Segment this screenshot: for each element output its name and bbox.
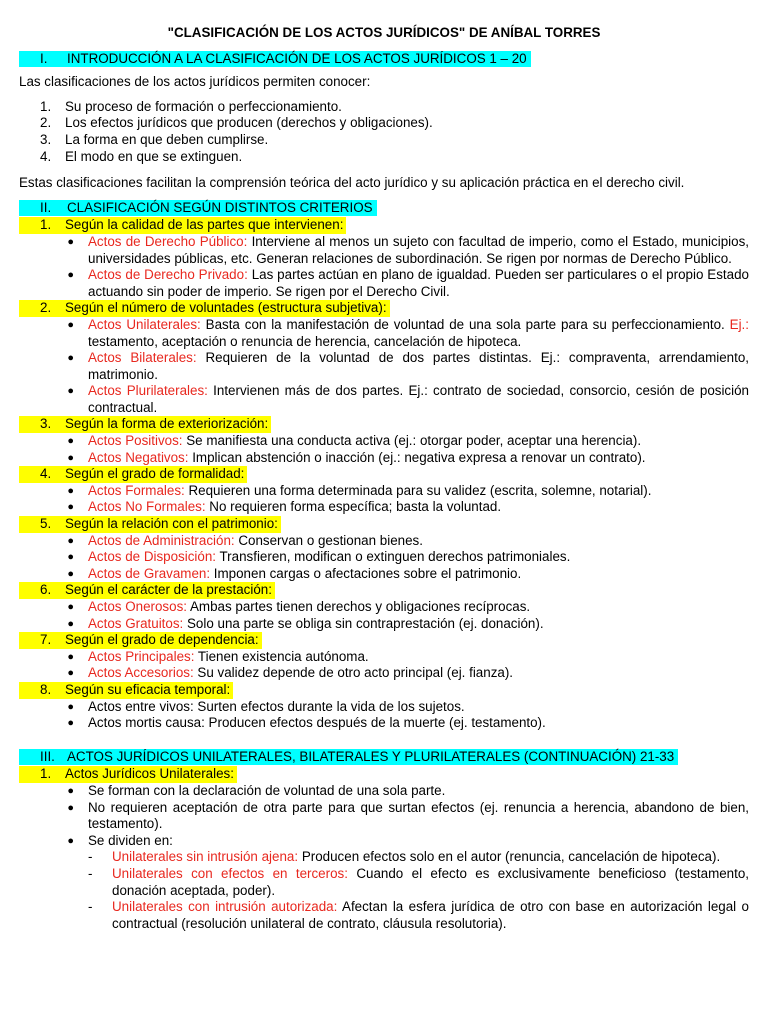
criterion-number: 5.	[19, 516, 65, 533]
criterion-number: 6.	[19, 582, 65, 599]
bullet-icon: ●	[67, 534, 74, 547]
criterion-label: Según el grado de dependencia:	[65, 632, 262, 649]
bullet-icon: ●	[67, 784, 74, 797]
subheading-unilateral	[19, 766, 749, 783]
criterion-number: 3.	[19, 416, 65, 433]
bullet-item	[19, 783, 749, 800]
term-description: Ambas partes tienen derechos y obligaciones recíprocas.	[187, 599, 531, 614]
criterion-number: 2.	[19, 300, 65, 317]
term-label: Actos Onerosos:	[88, 599, 187, 614]
term-label: Actos Negativos:	[88, 449, 189, 465]
bullet-text	[88, 665, 749, 682]
bullet-text	[88, 499, 749, 516]
section-title: CLASIFICACIÓN SEGÚN DISTINTOS CRITERIOS	[67, 200, 377, 217]
term-description: Su validez depende de otro acto principal (ej. fianza).	[193, 665, 514, 681]
intro-paragraph: Las clasificaciones de los actos jurídicos permiten conocer:	[19, 74, 371, 90]
term-description: Conservan o gestionan bienes.	[234, 532, 423, 548]
bullet-icon: ●	[67, 235, 74, 248]
bullet-text	[88, 549, 749, 566]
criterion-heading	[19, 582, 749, 599]
term-description: Imponen cargas o afectaciones sobre el patrimonio.	[210, 565, 522, 581]
criterion-label: Según el carácter de la prestación:	[65, 582, 275, 599]
term-label: Actos de Derecho Privado:	[88, 267, 248, 283]
dash-icon: -	[88, 899, 93, 915]
term-label: Actos de Derecho Público:	[88, 233, 248, 249]
term-description: No requieren forma específica; basta la voluntad.	[205, 499, 502, 515]
bullet-text	[88, 699, 749, 716]
list-number: 4.	[40, 148, 52, 164]
term-label: Actos de Administración:	[88, 532, 235, 548]
term-label: Actos Positivos:	[88, 433, 183, 449]
subheading-number: 1.	[19, 766, 65, 783]
bullet-text	[88, 483, 749, 500]
dash-text	[112, 866, 749, 899]
term-label: Unilaterales sin intrusión ajena:	[112, 849, 299, 865]
list-number: 1.	[40, 98, 52, 114]
bullet-icon: ●	[67, 667, 74, 680]
term-description: Solo una parte se obliga sin contraprestación (ej. donación).	[183, 615, 544, 631]
bullet-item	[19, 499, 749, 516]
term-description: Actos entre vivos: Surten efectos durante la vida de los sujetos.	[88, 698, 465, 714]
bullet-icon: ●	[67, 650, 74, 663]
term-description: Implican abstención o inacción (ej.: negativa expresa a renovar un contrato).	[188, 449, 646, 465]
criterion-heading	[19, 466, 749, 483]
bullet-item	[19, 699, 749, 716]
term-label: Actos de Gravamen:	[88, 565, 211, 581]
term-label: Unilaterales con efectos en terceros:	[112, 865, 348, 881]
bullet-item	[19, 549, 749, 566]
bullet-item	[19, 599, 749, 616]
term-description: Interviene al menos un sujeto con facultad de imperio, como el Estado, municipios, universidades públicas, etc. Generan relaciones de subordinación. Se rigen por normas de Derecho Público.	[88, 233, 749, 266]
unilateral-bullets	[19, 783, 749, 849]
dash-icon: -	[88, 849, 93, 865]
term-description: Requieren una forma determinada para su validez (escrita, solemne, notarial).	[184, 482, 652, 498]
criterion-number: 8.	[19, 682, 65, 699]
criterion-label: Según el grado de formalidad:	[65, 466, 247, 483]
bullet-item	[19, 833, 749, 850]
bullet-text: Se dividen en:	[88, 832, 173, 848]
term-description: Afectan la esfera jurídica de otro con base en autorización legal o contractual (resolución unilateral de contrato, cláusula resolutoria).	[112, 899, 749, 931]
bullet-text	[88, 715, 749, 732]
criterion-number: 7.	[19, 632, 65, 649]
bullet-text	[88, 649, 749, 666]
bullet-icon: ●	[67, 484, 74, 497]
bullet-icon: ●	[67, 617, 74, 630]
bullet-item	[19, 715, 749, 732]
bullet-text	[88, 350, 749, 383]
criterion-number: 1.	[19, 217, 65, 234]
criterion-label: Según el número de voluntades (estructura subjetiva):	[65, 300, 390, 317]
bullet-text	[88, 267, 749, 300]
criterion-heading	[19, 300, 749, 317]
bullet-item	[19, 483, 749, 500]
bullet-text: Se forman con la declaración de voluntad de una sola parte.	[88, 782, 446, 798]
dash-icon: -	[88, 865, 93, 881]
bullet-icon: ●	[67, 451, 74, 464]
list-item	[19, 99, 749, 116]
criteria-list	[19, 217, 749, 731]
term-label: Actos Accesorios:	[88, 665, 194, 681]
term-description: Producen efectos solo en el autor (renuncia, cancelación de hipoteca).	[298, 849, 721, 865]
criterion-label: Según su eficacia temporal:	[65, 682, 233, 699]
closing-paragraph: Estas clasificaciones facilitan la comprensión teórica del acto jurídico y su aplicación práctica en el derecho civil.	[19, 175, 685, 191]
term-label: Actos Principales:	[88, 648, 195, 664]
bullet-item	[19, 665, 749, 682]
criterion-label: Según la relación con el patrimonio:	[65, 516, 281, 533]
bullet-item	[19, 234, 749, 267]
bullet-item	[19, 383, 749, 416]
bullet-item	[19, 616, 749, 633]
criterion-heading	[19, 632, 749, 649]
term-label: Actos Bilaterales:	[88, 350, 197, 366]
bullet-text	[88, 234, 749, 267]
subheading-label: Actos Jurídicos Unilaterales:	[65, 766, 237, 783]
term-label: Actos Gratuitos:	[88, 615, 184, 631]
bullet-text	[88, 533, 749, 550]
bullet-text: No requieren aceptación de otra parte para que surtan efectos (ej. renuncia a herencia, abandono de bien, testamento).	[88, 799, 749, 832]
term-label: Ej.:	[724, 316, 749, 332]
bullet-text	[88, 317, 749, 350]
bullet-icon: ●	[67, 269, 74, 282]
bullet-icon: ●	[67, 435, 74, 448]
bullet-item	[19, 533, 749, 550]
term-description: Requieren de la voluntad de dos partes distintas. Ej.: compraventa, arrendamiento, matrimonio.	[88, 350, 749, 382]
criterion-heading	[19, 416, 749, 433]
list-text: La forma en que deben cumplirse.	[65, 131, 269, 147]
list-number: 3.	[40, 131, 52, 147]
unilateral-subtypes	[19, 849, 749, 932]
bullet-icon: ●	[67, 567, 74, 580]
term-label: Unilaterales con intrusión autorizada:	[112, 899, 338, 915]
section-title: ACTOS JURÍDICOS UNILATERALES, BILATERALES Y PLURILATERALES (CONTINUACIÓN) 21-33	[67, 749, 678, 766]
list-number: 2.	[40, 115, 52, 131]
term-label: Actos Formales:	[88, 482, 185, 498]
bullet-icon: ●	[67, 717, 74, 730]
list-item	[19, 115, 749, 132]
dash-item	[19, 899, 749, 932]
bullet-text	[88, 450, 749, 467]
list-item	[19, 149, 749, 166]
criterion-number: 4.	[19, 466, 65, 483]
bullet-text	[88, 599, 749, 616]
section-heading-3	[19, 749, 749, 766]
bullet-icon: ●	[67, 501, 74, 514]
list-text: Los efectos jurídicos que producen (derechos y obligaciones).	[65, 115, 433, 131]
term-label: Actos Plurilaterales:	[88, 383, 208, 399]
term-label: Actos Unilaterales:	[88, 316, 201, 332]
bullet-item	[19, 450, 749, 467]
criterion-heading	[19, 682, 749, 699]
bullet-icon: ●	[67, 801, 74, 814]
term-description: Basta con la manifestación de voluntad de una sola parte para su perfeccionamiento.	[200, 316, 725, 332]
bullet-item	[19, 800, 749, 833]
bullet-item	[19, 566, 749, 583]
list-text: El modo en que se extinguen.	[65, 148, 243, 164]
section-heading-1	[19, 51, 749, 68]
term-description: Cuando el efecto es exclusivamente beneficioso (testamento, donación aceptada, poder).	[112, 865, 750, 898]
list-text: Su proceso de formación o perfeccionamiento.	[65, 98, 342, 114]
dash-text	[112, 899, 749, 932]
term-description: Transfieren, modifican o extinguen derechos patrimoniales.	[216, 549, 571, 565]
bullet-icon: ●	[67, 700, 74, 713]
term-description: testamento, aceptación o renuncia de herencia, cancelación de hipoteca.	[88, 333, 522, 349]
bullet-icon: ●	[67, 318, 74, 331]
bullet-text	[88, 566, 749, 583]
criterion-heading	[19, 217, 749, 234]
document-title: "CLASIFICACIÓN DE LOS ACTOS JURÍDICOS" DE ANÍBAL TORRES	[167, 25, 601, 40]
list-item	[19, 132, 749, 149]
bullet-item	[19, 433, 749, 450]
term-description: Se manifiesta una conducta activa (ej.: otorgar poder, aceptar una herencia).	[182, 433, 642, 449]
bullet-icon: ●	[67, 601, 74, 613]
bullet-icon: ●	[67, 834, 74, 847]
section-number: II.	[19, 200, 67, 217]
bullet-item	[19, 317, 749, 350]
bullet-text	[88, 383, 749, 416]
section-number: III.	[19, 749, 67, 766]
section-heading-2	[19, 200, 749, 217]
bullet-item	[19, 649, 749, 666]
criterion-label: Según la forma de exteriorización:	[65, 416, 271, 433]
term-description: Intervienen más de dos partes. Ej.: contrato de sociedad, consorcio, cesión de posición contractual.	[88, 383, 750, 415]
dash-item	[19, 849, 749, 866]
bullet-item	[19, 350, 749, 383]
term-description: Actos mortis causa: Producen efectos después de la muerte (ej. testamento).	[88, 715, 546, 731]
term-description: Las partes actúan en plano de igualdad. Pueden ser particulares o el propio Estado actuando sin poder de imperio. Se rigen por el Derecho Civil.	[88, 267, 749, 299]
bullet-icon: ●	[67, 551, 74, 564]
bullet-item	[19, 267, 749, 300]
bullet-icon: ●	[67, 352, 74, 365]
criterion-heading	[19, 516, 749, 533]
term-label: Actos de Disposición:	[88, 549, 217, 565]
bullet-text	[88, 433, 749, 450]
term-description: Tienen existencia autónoma.	[194, 648, 369, 664]
bullet-icon: ●	[67, 385, 74, 398]
bullet-text	[88, 616, 749, 633]
section-title: INTRODUCCIÓN A LA CLASIFICACIÓN DE LOS ACTOS JURÍDICOS 1 – 20	[67, 51, 531, 68]
term-label: Actos No Formales:	[88, 499, 206, 515]
purpose-list	[19, 99, 749, 165]
section-number: I.	[19, 51, 67, 68]
dash-item	[19, 866, 749, 899]
criterion-label: Según la calidad de las partes que intervienen:	[65, 217, 346, 234]
dash-text	[112, 849, 749, 866]
